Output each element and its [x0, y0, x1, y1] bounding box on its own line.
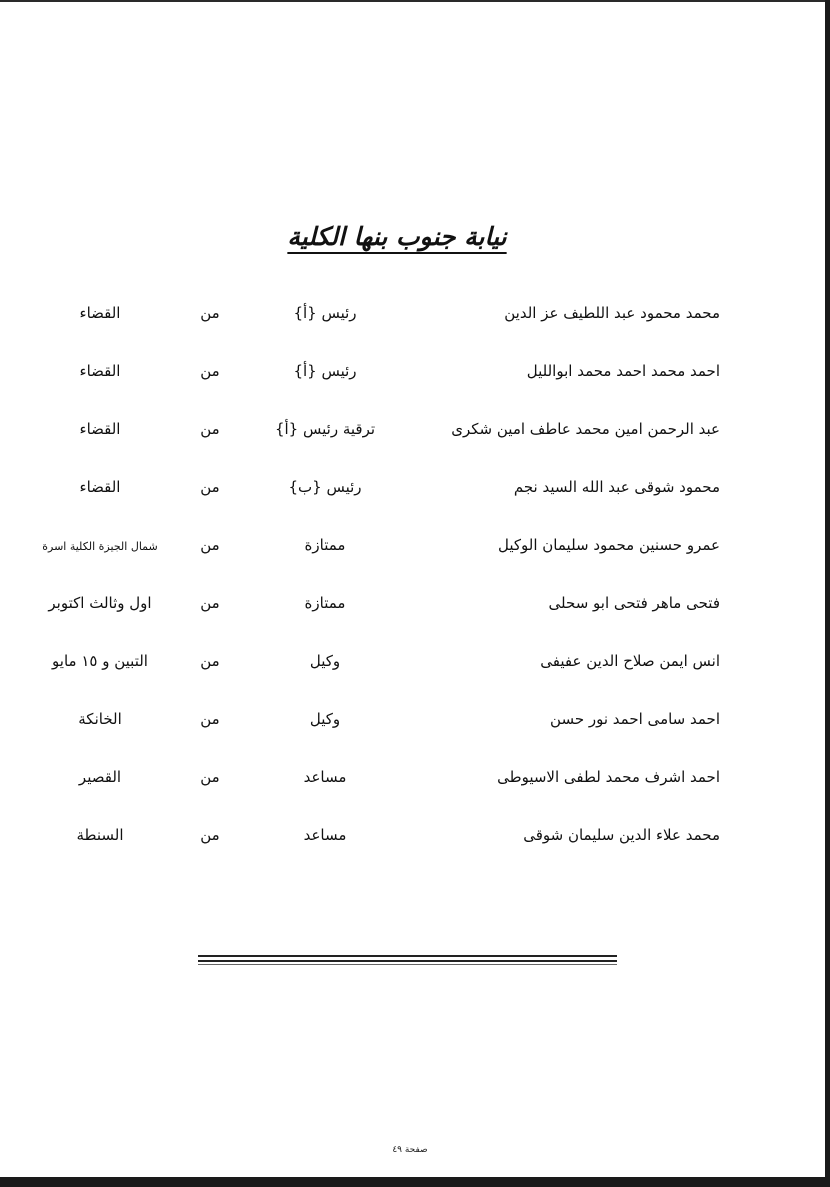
from-label: من [200, 536, 220, 554]
from-label: من [200, 710, 220, 728]
list-item [30, 464, 730, 522]
person-name: عمرو حسنين محمود سليمان الوكيل [498, 536, 720, 554]
origin-label: القضاء [79, 362, 121, 380]
grade-label: ممتازة [304, 536, 346, 554]
person-name: فتحى ماهر فتحى ابو سحلى [548, 594, 720, 612]
person-name: محمود شوقى عبد الله السيد نجم [513, 478, 720, 496]
grade-label: مساعد [303, 768, 347, 786]
grade-label: مساعد [303, 826, 347, 844]
origin-label: التبين و ١٥ مايو [52, 652, 148, 670]
from-label: من [200, 768, 220, 786]
grade-label: ممتازة [304, 594, 346, 612]
from-label: من [200, 304, 220, 322]
grade-label: رئيس {أ} [293, 362, 357, 380]
list-item [30, 522, 730, 580]
section-divider [198, 955, 617, 967]
from-label: من [200, 652, 220, 670]
grade-label: وكيل [309, 710, 341, 728]
list-item [30, 638, 730, 696]
list-item [30, 580, 730, 638]
origin-label: الخانكة [78, 710, 122, 728]
from-label: من [200, 420, 220, 438]
origin-label: القصير [78, 768, 122, 786]
person-name: احمد اشرف محمد لطفى الاسيوطى [497, 768, 720, 786]
from-label: من [200, 826, 220, 844]
person-name: احمد سامى احمد نور حسن [550, 710, 720, 728]
person-name: احمد محمد احمد محمد ابوالليل [526, 362, 720, 380]
origin-label: القضاء [79, 420, 121, 438]
assignments-list [30, 290, 730, 870]
origin-label: شمال الجيزة الكلية اسرة [42, 540, 158, 553]
from-label: من [200, 362, 220, 380]
grade-label: رئيس {أ} [293, 304, 357, 322]
list-item [30, 812, 730, 870]
list-item [30, 348, 730, 406]
list-item [30, 696, 730, 754]
origin-label: السنطة [76, 826, 124, 844]
origin-label: اول وثالث اكتوبر [48, 594, 152, 612]
from-label: من [200, 594, 220, 612]
list-item [30, 754, 730, 812]
person-name: عبد الرحمن امين محمد عاطف امين شكرى [451, 420, 720, 438]
person-name: انس ايمن صلاح الدين عفيفى [540, 652, 720, 670]
grade-label: ترقية رئيس {أ} [274, 420, 376, 438]
person-name: محمد محمود عبد اللطيف عز الدين [504, 304, 720, 322]
person-name: محمد علاء الدين سليمان شوقى [523, 826, 720, 844]
origin-label: القضاء [79, 478, 121, 496]
from-label: من [200, 478, 220, 496]
grade-label: رئيس {ب} [288, 478, 362, 496]
list-item [30, 406, 730, 464]
scan-edge-bottom [0, 1177, 830, 1187]
grade-label: وكيل [309, 652, 341, 670]
scan-edge-right [825, 0, 830, 1187]
page-title: نيابة جنوب بنها الكلية [287, 222, 507, 251]
origin-label: القضاء [79, 304, 121, 322]
list-item [30, 290, 730, 348]
scan-edge-top [0, 0, 830, 2]
page-number: صفحة ٤٩ [392, 1145, 428, 1155]
